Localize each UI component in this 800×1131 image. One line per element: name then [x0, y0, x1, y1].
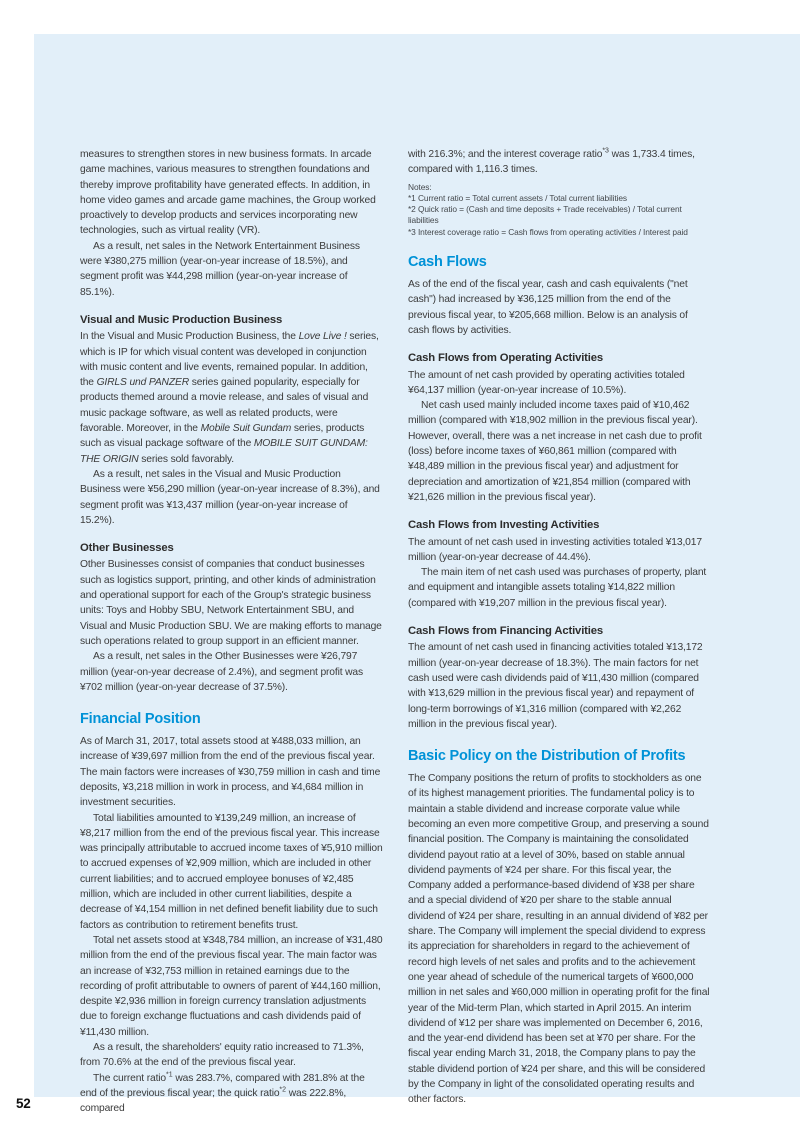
section-heading-cash-flows: Cash Flows [408, 254, 487, 271]
section-heading-financial-position: Financial Position [80, 711, 201, 728]
subheading-other-businesses: Other Businesses [80, 542, 174, 555]
text-run: was 283.7%, compared with 281.8% at the end of the previous fiscal year; the quick ratio [80, 1072, 365, 1099]
paragraph-operating-2: Net cash used mainly included income taxes paid of ¥10,462 million (compared with ¥18,902 million in the previous fiscal year). However, overall, there was a net increase in net cash due to profit (loss) before income taxes of ¥60,861 million (compared with ¥48,489 million in the previous fiscal year) and adjustment for depreciation and amortization of ¥21,854 million (compared with ¥21,626 million in the previous fiscal year). [408, 400, 702, 503]
footnotes-block [408, 182, 711, 238]
text-run: The current ratio [93, 1072, 166, 1084]
paragraph-financing-1: The amount of net cash used in financing activities totaled ¥13,172 million (year-on-year decrease of 18.3%). The main factors for net cash used were cash dividends paid of ¥11,430 million (compared with ¥13,629 million in the previous fiscal year) and repayment of long-term borrowings of ¥1,316 million (compared with ¥2,262 million in the previous fiscal year). [408, 642, 703, 730]
footnote-marker-1: *1 [166, 1071, 173, 1079]
paragraph-vmp-overview [80, 329, 383, 467]
paragraph-other-overview: Other Businesses consist of companies that conduct businesses such as logistics support, printing, and other kinds of administration and operational support for each of the Group's strategic business units: Toys and Hobby SBU, Network Entertainment SBU, and Visual and Music Production SBU. We are making efforts to manage such operations related to group support in an efficient manner. [80, 559, 382, 647]
text-run: was 222.8%, compared [80, 1087, 347, 1115]
paragraph-current-ratio [80, 1071, 383, 1117]
footnote-quick-ratio: *2 Quick ratio = (Cash and time deposits + Trade receivables) / Total current liabilities [408, 204, 682, 226]
page-number: 52 [16, 1096, 31, 1111]
text-run: with 216.3%; and the interest coverage ratio [408, 149, 603, 160]
text-run: series sold favorably. [138, 453, 234, 465]
left-column [80, 147, 383, 1117]
text-run: series, which is IP for which visual content was developed in conjunction with music content and live events, remained popular. In addition, the [80, 331, 379, 389]
text-run: was 1,733.4 times, compared with 1,116.3 times. [408, 149, 695, 176]
footnote-current-ratio: *1 Current ratio = Total current assets / Total current liabilities [408, 192, 627, 203]
paragraph-network-continuation: measures to strengthen stores in new business formats. In arcade game machines, various measures to strengthen foundations and thereby improve profitability have generated effects. In addition, in home video games and arcade game machines, the Group worked proactively to develop products and services incorporating new technologies, such as virtual reality (VR). [80, 149, 376, 237]
text-run: series, products such as visual package software of the [80, 423, 365, 450]
right-column [408, 147, 711, 1108]
paragraph-distribution-policy: The Company positions the return of profits to stockholders as one of its highest management priorities. The fundamental policy is to maintain a stable dividend and increase corporate value while becoming an even more competitive Group, and preserving a sound financial position. The Company is maintaining the consolidated dividend payout ratio at a level of 30%, based on stable annual dividend payments of ¥24 per share. For this fiscal year, the Company added a performance-based dividend of ¥38 per share and a special dividend of ¥20 per share to the stable annual dividend of ¥24 per share, resulting in an annual dividend of ¥82 per share. The Company will implement the special dividend to express its appreciation for shareholders in regard to the achievement of record high levels of net sales and profits and to the achievement one year ahead of schedule of the numerical targets of ¥600,000 million in net sales and ¥60,000 million in operating profit for the final year of the Mid-term Plan, which started in April 2015. An interim dividend of ¥12 per share was implemented on December 6, 2016, and the year-end dividend has been set at ¥70 per share. For the fiscal year ending March 31, 2018, the Company plans to pay the stable dividend portion of ¥24 per share, and this will be considered by the Company in light of the consolidated operating results and other factors. [408, 773, 710, 1106]
text-run: series gained popularity, especially for products themed around a movie release, and sales of visual and music package software, as well as related products, were favorable. Moreover, in the [80, 377, 369, 435]
footnote-interest-coverage: *3 Interest coverage ratio = Cash flows from operating activities / Interest paid [408, 226, 688, 237]
paragraph-investing-2: The main item of net cash used was purchases of property, plant and equipment and intangible assets totaling ¥14,822 million (compared with ¥19,207 million in the previous fiscal year). [408, 567, 707, 609]
text-run: In the Visual and Music Production Business, the [80, 331, 299, 343]
footnote-marker-2: *2 [279, 1086, 287, 1094]
paragraph-other-result: As a result, net sales in the Other Businesses were ¥26,797 million (year-on-year decrease of 2.4%), and segment profit was ¥702 million (year-on-year decrease of 37.5%). [80, 651, 364, 693]
paragraph-total-assets: As of March 31, 2017, total assets stood at ¥488,033 million, an increase of ¥39,697 million from the end of the previous fiscal year. The main factors were increases of ¥30,759 million in cash and time deposits, ¥3,218 million in work in process, and ¥4,684 million in investment securities. [80, 736, 381, 809]
title-gundam-the-origin: MOBILE SUIT GUNDAM: THE ORIGIN [80, 438, 368, 465]
section-heading-distribution-policy: Basic Policy on the Distribution of Profits [408, 748, 686, 765]
paragraph-investing-1: The amount of net cash used in investing activities totaled ¥13,017 million (year-on-year decrease of 44.4%). [408, 536, 702, 563]
paragraph-vmp-result: As a result, net sales in the Visual and Music Production Business were ¥56,290 million (year-on-year increase of 8.3%), and segment profit was ¥13,437 million (year-on-year increase of 15.2%). [80, 468, 380, 526]
paragraph-equity-ratio: As a result, the shareholders' equity ratio increased to 71.3%, from 70.6% at the end of the previous fiscal year. [80, 1042, 364, 1069]
title-mobile-suit-gundam: Mobile Suit Gundam [200, 423, 292, 435]
footnote-marker-3: *3 [602, 147, 609, 155]
subheading-visual-music-production: Visual and Music Production Business [80, 313, 283, 326]
paragraph-network-result: As a result, net sales in the Network Entertainment Business were ¥380,275 million (year-on-year increase of 18.5%), and segment profit was ¥44,298 million (year-on-year increase of 85.1%). [80, 240, 360, 298]
subheading-financing-activities: Cash Flows from Financing Activities [408, 625, 604, 638]
paragraph-operating-1: The amount of net cash provided by operating activities totaled ¥64,137 million (year-on-year increase of 10.5%). [408, 369, 685, 396]
subheading-investing-activities: Cash Flows from Investing Activities [408, 519, 600, 532]
title-girls-und-panzer: GIRLS und PANZER [96, 377, 189, 389]
paragraph-total-net-assets: Total net assets stood at ¥348,784 million, an increase of ¥31,480 million from the end of the previous fiscal year. The main factor was an increase of ¥32,753 million in retained earnings due to the recording of profit attributable to owners of parent of ¥44,160 million, despite ¥2,936 million in foreign currency translation adjustments due to foreign exchange fluctuations and cash dividends paid of ¥11,430 million. [80, 934, 383, 1038]
paragraph-interest-coverage [408, 147, 711, 178]
paragraph-cash-intro: As of the end of the fiscal year, cash and cash equivalents ("net cash") had increased by ¥36,125 million from the end of the previous fiscal year, to ¥205,668 million. Below is an analysis of cash flows by activities. [408, 279, 688, 336]
subheading-operating-activities: Cash Flows from Operating Activities [408, 352, 604, 365]
title-love-live: Love Live ! [298, 331, 347, 343]
paragraph-total-liabilities: Total liabilities amounted to ¥139,249 million, an increase of ¥8,217 million from the end of the previous fiscal year. This increase was principally attributable to accrued income taxes of ¥5,910 million to accrued expenses of ¥2,909 million, which are included in other current liabilities; and to accrued employee bonuses of ¥2,485 million, which are included in other current liabilities, despite a decrease of ¥4,154 million in net defined benefit liability due to such factors as contribution to retirement benefits trust. [80, 812, 383, 931]
footnotes-title: Notes: [408, 181, 432, 192]
